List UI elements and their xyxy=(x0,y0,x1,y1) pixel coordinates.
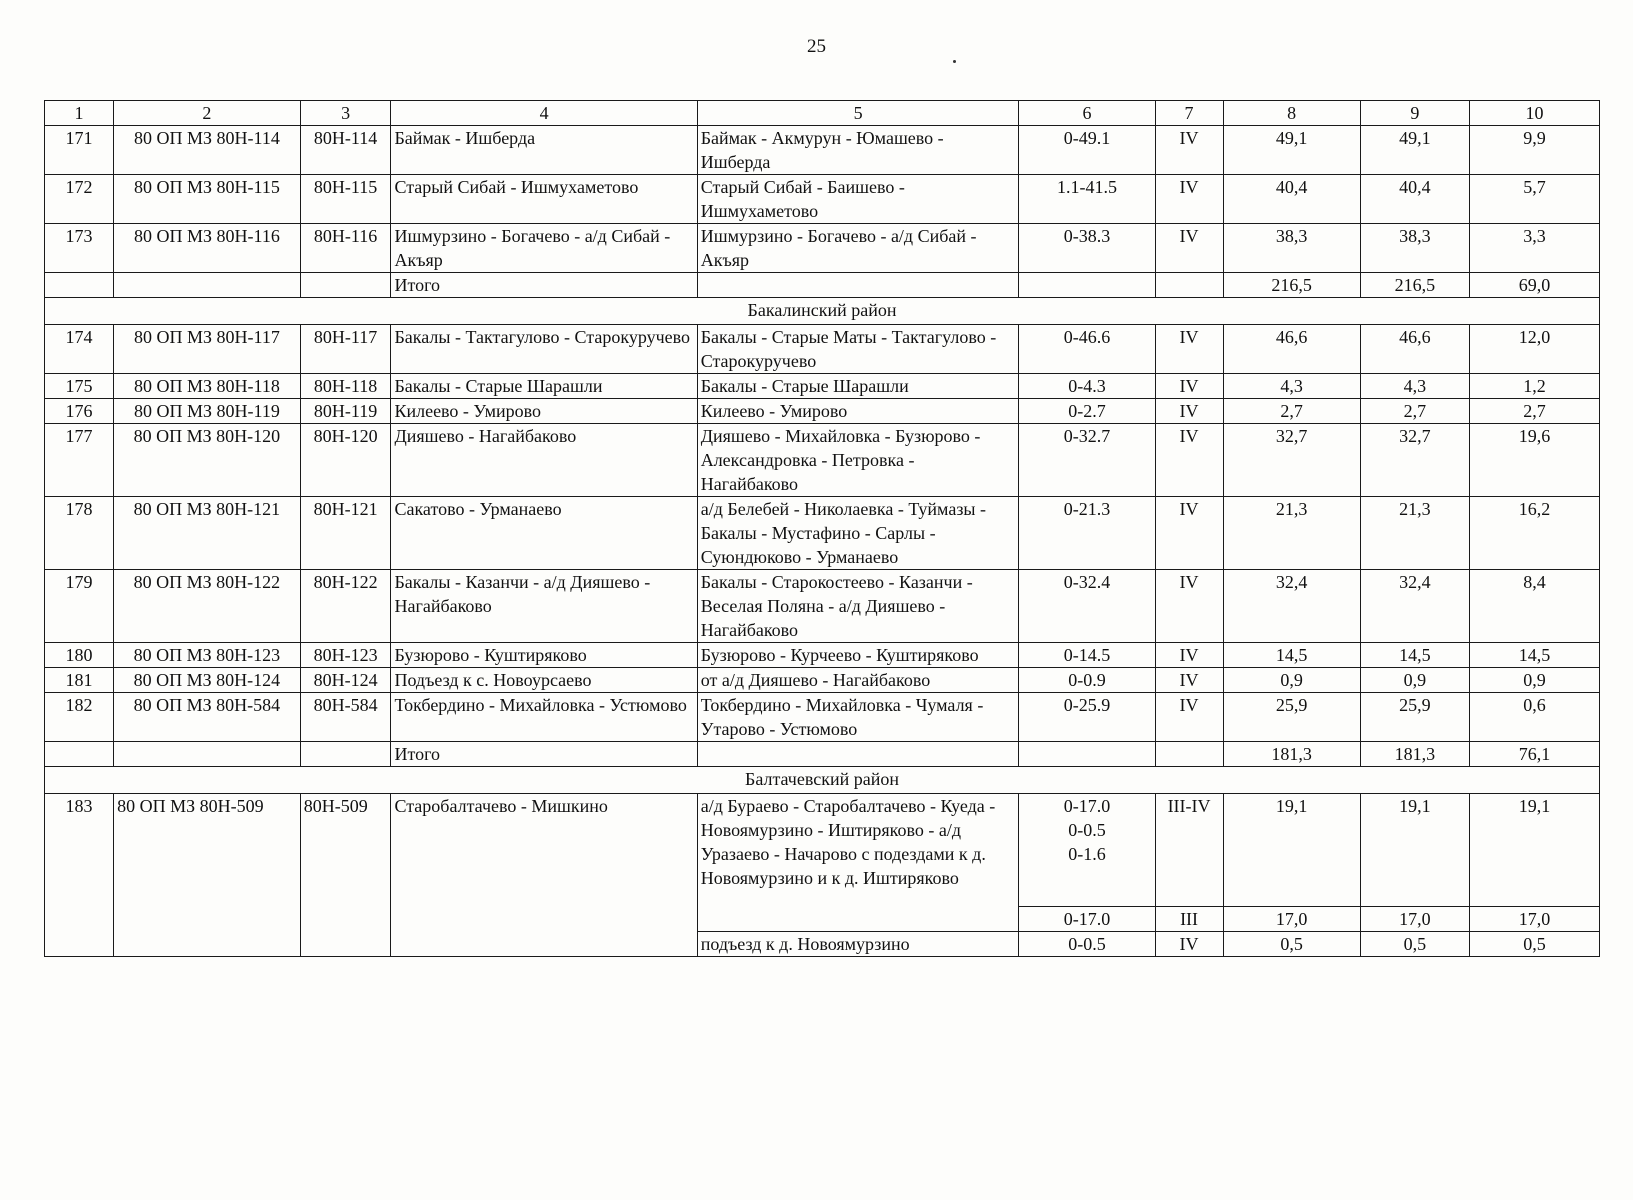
empty-cell xyxy=(300,273,391,298)
road-name: Подъезд к с. Новоурсаево xyxy=(391,668,697,693)
col10-value: 0,6 xyxy=(1470,693,1600,742)
empty-cell xyxy=(697,273,1019,298)
column-header: 8 xyxy=(1223,101,1360,126)
district-heading: Балтачевский район xyxy=(45,767,1600,794)
column-header: 9 xyxy=(1360,101,1469,126)
length-value-2: 49,1 xyxy=(1360,126,1469,175)
length-value-2: 4,3 xyxy=(1360,374,1469,399)
km-range: 0-17.0 xyxy=(1019,907,1155,932)
empty-cell xyxy=(114,742,301,767)
empty-cell xyxy=(1019,273,1155,298)
empty-cell xyxy=(697,742,1019,767)
road-id-code: 80 ОП МЗ 80Н-116 xyxy=(114,224,301,273)
empty-cell xyxy=(1155,742,1223,767)
col10-value: 16,2 xyxy=(1470,497,1600,570)
length-value: 40,4 xyxy=(1223,175,1360,224)
road-id-code: 80 ОП МЗ 80Н-584 xyxy=(114,693,301,742)
col10-value: 8,4 xyxy=(1470,570,1600,643)
length-value: 46,6 xyxy=(1223,325,1360,374)
road-route: а/д Бураево - Старобалтачево - Куеда - Новоямурзино - Иштиряково - а/д Уразаево - Начарово с подездами к д. Новоямурзино и к д. Иштиряково xyxy=(697,794,1019,932)
row-number: 173 xyxy=(45,224,114,273)
km-range: 0-4.3 xyxy=(1019,374,1155,399)
road-id-code: 80 ОП МЗ 80Н-122 xyxy=(114,570,301,643)
road-short-code: 80Н-123 xyxy=(300,643,391,668)
row-number: 180 xyxy=(45,643,114,668)
km-range xyxy=(1019,794,1155,907)
length-value-2: 0,9 xyxy=(1360,668,1469,693)
road-category: IV xyxy=(1155,693,1223,742)
road-short-code: 80Н-115 xyxy=(300,175,391,224)
row-number: 177 xyxy=(45,424,114,497)
column-header: 7 xyxy=(1155,101,1223,126)
road-category: III-IV xyxy=(1155,794,1223,907)
road-name: Ишмурзино - Богачево - а/д Сибай - Акъяр xyxy=(391,224,697,273)
road-id-code: 80 ОП МЗ 80Н-124 xyxy=(114,668,301,693)
road-id-code: 80 ОП МЗ 80Н-509 xyxy=(114,794,301,957)
road-route: от а/д Дияшево - Нагайбаково xyxy=(697,668,1019,693)
length-value: 14,5 xyxy=(1223,643,1360,668)
row-number: 183 xyxy=(45,794,114,957)
col10-value: 12,0 xyxy=(1470,325,1600,374)
road-category: IV xyxy=(1155,399,1223,424)
length-value: 32,7 xyxy=(1223,424,1360,497)
length-value-2: 25,9 xyxy=(1360,693,1469,742)
total-length: 216,5 xyxy=(1223,273,1360,298)
road-category: IV xyxy=(1155,497,1223,570)
road-id-code: 80 ОП МЗ 80Н-118 xyxy=(114,374,301,399)
col10-value: 14,5 xyxy=(1470,643,1600,668)
km-range: 0-38.3 xyxy=(1019,224,1155,273)
col10-value: 1,2 xyxy=(1470,374,1600,399)
col10-value: 3,3 xyxy=(1470,224,1600,273)
length-value: 19,1 xyxy=(1223,794,1360,907)
road-short-code: 80Н-116 xyxy=(300,224,391,273)
column-header: 6 xyxy=(1019,101,1155,126)
road-route: Бакалы - Старокостеево - Казанчи - Веселая Поляна - а/д Дияшево - Нагайбаково xyxy=(697,570,1019,643)
page-number: 25 xyxy=(807,36,826,57)
table-row xyxy=(45,668,1600,693)
road-route: Старый Сибай - Баишево - Ишмухаметово xyxy=(697,175,1019,224)
road-short-code: 80Н-584 xyxy=(300,693,391,742)
length-value-2: 19,1 xyxy=(1360,794,1469,907)
empty-cell xyxy=(1155,273,1223,298)
empty-cell xyxy=(45,273,114,298)
column-header: 1 xyxy=(45,101,114,126)
district-heading: Бакалинский район xyxy=(45,298,1600,325)
road-short-code: 80Н-121 xyxy=(300,497,391,570)
road-category: IV xyxy=(1155,668,1223,693)
km-range: 1.1-41.5 xyxy=(1019,175,1155,224)
km-range: 0-2.7 xyxy=(1019,399,1155,424)
total-length-2: 181,3 xyxy=(1360,742,1469,767)
row-number: 181 xyxy=(45,668,114,693)
road-id-code: 80 ОП МЗ 80Н-123 xyxy=(114,643,301,668)
col10-value: 19,6 xyxy=(1470,424,1600,497)
row-number: 182 xyxy=(45,693,114,742)
road-route: Бакалы - Старые Маты - Тактагулово - Старокуручево xyxy=(697,325,1019,374)
district-section-row xyxy=(45,298,1600,325)
table-row xyxy=(45,325,1600,374)
road-id-code: 80 ОП МЗ 80Н-121 xyxy=(114,497,301,570)
column-header-row xyxy=(45,101,1600,126)
row-number: 175 xyxy=(45,374,114,399)
road-id-code: 80 ОП МЗ 80Н-114 xyxy=(114,126,301,175)
road-route: Бакалы - Старые Шарашли xyxy=(697,374,1019,399)
length-value: 17,0 xyxy=(1223,907,1360,932)
road-route: Баймак - Акмурун - Юмашево - Ишберда xyxy=(697,126,1019,175)
table-row xyxy=(45,424,1600,497)
table-row xyxy=(45,224,1600,273)
road-id-code: 80 ОП МЗ 80Н-117 xyxy=(114,325,301,374)
road-category: IV xyxy=(1155,374,1223,399)
length-value: 0,5 xyxy=(1223,932,1360,957)
table-row xyxy=(45,399,1600,424)
district-section-row xyxy=(45,767,1600,794)
road-name: Старый Сибай - Ишмухаметово xyxy=(391,175,697,224)
road-route: Токбердино - Михайловка - Чумаля - Утарово - Устюмово xyxy=(697,693,1019,742)
length-value-2: 32,4 xyxy=(1360,570,1469,643)
column-header: 2 xyxy=(114,101,301,126)
km-range: 0-32.4 xyxy=(1019,570,1155,643)
road-route: подъезд к д. Новоямурзино xyxy=(697,932,1019,957)
row-number: 179 xyxy=(45,570,114,643)
total-length: 181,3 xyxy=(1223,742,1360,767)
road-id-code: 80 ОП МЗ 80Н-120 xyxy=(114,424,301,497)
length-value: 32,4 xyxy=(1223,570,1360,643)
length-value-2: 14,5 xyxy=(1360,643,1469,668)
column-header: 10 xyxy=(1470,101,1600,126)
road-short-code: 80Н-120 xyxy=(300,424,391,497)
total-length-2: 216,5 xyxy=(1360,273,1469,298)
row-number: 174 xyxy=(45,325,114,374)
road-id-code: 80 ОП МЗ 80Н-115 xyxy=(114,175,301,224)
length-value-2: 32,7 xyxy=(1360,424,1469,497)
road-short-code: 80Н-124 xyxy=(300,668,391,693)
empty-cell xyxy=(114,273,301,298)
table-row xyxy=(45,643,1600,668)
road-name: Токбердино - Михайловка - Устюмово xyxy=(391,693,697,742)
table-row xyxy=(45,497,1600,570)
length-value: 4,3 xyxy=(1223,374,1360,399)
km-range: 0-46.6 xyxy=(1019,325,1155,374)
road-category: IV xyxy=(1155,175,1223,224)
column-header: 5 xyxy=(697,101,1019,126)
total-row xyxy=(45,742,1600,767)
road-name: Бузюрово - Куштиряково xyxy=(391,643,697,668)
road-category: IV xyxy=(1155,224,1223,273)
table-row xyxy=(45,126,1600,175)
km-range-line: 0-17.0 xyxy=(1063,796,1111,816)
road-name: Бакалы - Тактагулово - Старокуручево xyxy=(391,325,697,374)
length-value: 38,3 xyxy=(1223,224,1360,273)
table-row xyxy=(45,794,1600,907)
table-row xyxy=(45,175,1600,224)
total-col10: 69,0 xyxy=(1470,273,1600,298)
road-category: IV xyxy=(1155,126,1223,175)
col10-value: 0,5 xyxy=(1470,932,1600,957)
total-row xyxy=(45,273,1600,298)
road-category: IV xyxy=(1155,325,1223,374)
length-value-2: 40,4 xyxy=(1360,175,1469,224)
empty-cell xyxy=(300,742,391,767)
length-value: 25,9 xyxy=(1223,693,1360,742)
length-value: 0,9 xyxy=(1223,668,1360,693)
empty-cell xyxy=(45,742,114,767)
length-value: 49,1 xyxy=(1223,126,1360,175)
length-value: 2,7 xyxy=(1223,399,1360,424)
road-category: IV xyxy=(1155,424,1223,497)
road-route: Ишмурзино - Богачево - а/д Сибай - Акъяр xyxy=(697,224,1019,273)
road-name: Баймак - Ишберда xyxy=(391,126,697,175)
total-col10: 76,1 xyxy=(1470,742,1600,767)
col10-value: 5,7 xyxy=(1470,175,1600,224)
road-route: Килеево - Умирово xyxy=(697,399,1019,424)
length-value-2: 2,7 xyxy=(1360,399,1469,424)
km-range: 0-49.1 xyxy=(1019,126,1155,175)
road-short-code: 80Н-117 xyxy=(300,325,391,374)
km-range-line: 0-1.6 xyxy=(1068,844,1106,864)
length-value-2: 17,0 xyxy=(1360,907,1469,932)
road-category: IV xyxy=(1155,932,1223,957)
road-route: а/д Белебей - Николаевка - Туймазы - Бакалы - Мустафино - Сарлы - Суюндюково - Урманаево xyxy=(697,497,1019,570)
road-registry-table xyxy=(44,100,1600,957)
road-short-code: 80Н-122 xyxy=(300,570,391,643)
road-route: Дияшево - Михайловка - Бузюрово - Александровка - Петровка - Нагайбаково xyxy=(697,424,1019,497)
road-name: Старобалтачево - Мишкино xyxy=(391,794,697,957)
total-label: Итого xyxy=(391,742,697,767)
km-range: 0-0.5 xyxy=(1019,932,1155,957)
road-category: IV xyxy=(1155,643,1223,668)
col10-value: 17,0 xyxy=(1470,907,1600,932)
col10-value: 19,1 xyxy=(1470,794,1600,907)
km-range: 0-0.9 xyxy=(1019,668,1155,693)
row-number: 172 xyxy=(45,175,114,224)
road-short-code: 80Н-118 xyxy=(300,374,391,399)
road-short-code: 80Н-119 xyxy=(300,399,391,424)
road-name: Бакалы - Казанчи - а/д Дияшево - Нагайбаково xyxy=(391,570,697,643)
road-name: Сакатово - Урманаево xyxy=(391,497,697,570)
km-range: 0-14.5 xyxy=(1019,643,1155,668)
road-short-code: 80Н-114 xyxy=(300,126,391,175)
column-header: 3 xyxy=(300,101,391,126)
road-route: Бузюрово - Курчеево - Куштиряково xyxy=(697,643,1019,668)
road-category: IV xyxy=(1155,570,1223,643)
km-range: 0-32.7 xyxy=(1019,424,1155,497)
road-id-code: 80 ОП МЗ 80Н-119 xyxy=(114,399,301,424)
col10-value: 0,9 xyxy=(1470,668,1600,693)
scan-speck xyxy=(953,60,956,63)
km-range: 0-21.3 xyxy=(1019,497,1155,570)
table-row xyxy=(45,693,1600,742)
length-value-2: 38,3 xyxy=(1360,224,1469,273)
road-category: III xyxy=(1155,907,1223,932)
length-value: 21,3 xyxy=(1223,497,1360,570)
table-row xyxy=(45,374,1600,399)
empty-cell xyxy=(1019,742,1155,767)
km-range: 0-25.9 xyxy=(1019,693,1155,742)
length-value-2: 46,6 xyxy=(1360,325,1469,374)
road-short-code: 80Н-509 xyxy=(300,794,391,957)
row-number: 176 xyxy=(45,399,114,424)
km-range-line: 0-0.5 xyxy=(1068,820,1106,840)
road-name: Килеево - Умирово xyxy=(391,399,697,424)
column-header: 4 xyxy=(391,101,697,126)
length-value-2: 21,3 xyxy=(1360,497,1469,570)
road-name: Бакалы - Старые Шарашли xyxy=(391,374,697,399)
table-row xyxy=(45,570,1600,643)
col10-value: 9,9 xyxy=(1470,126,1600,175)
total-label: Итого xyxy=(391,273,697,298)
road-name: Дияшево - Нагайбаково xyxy=(391,424,697,497)
length-value-2: 0,5 xyxy=(1360,932,1469,957)
row-number: 178 xyxy=(45,497,114,570)
row-number: 171 xyxy=(45,126,114,175)
col10-value: 2,7 xyxy=(1470,399,1600,424)
